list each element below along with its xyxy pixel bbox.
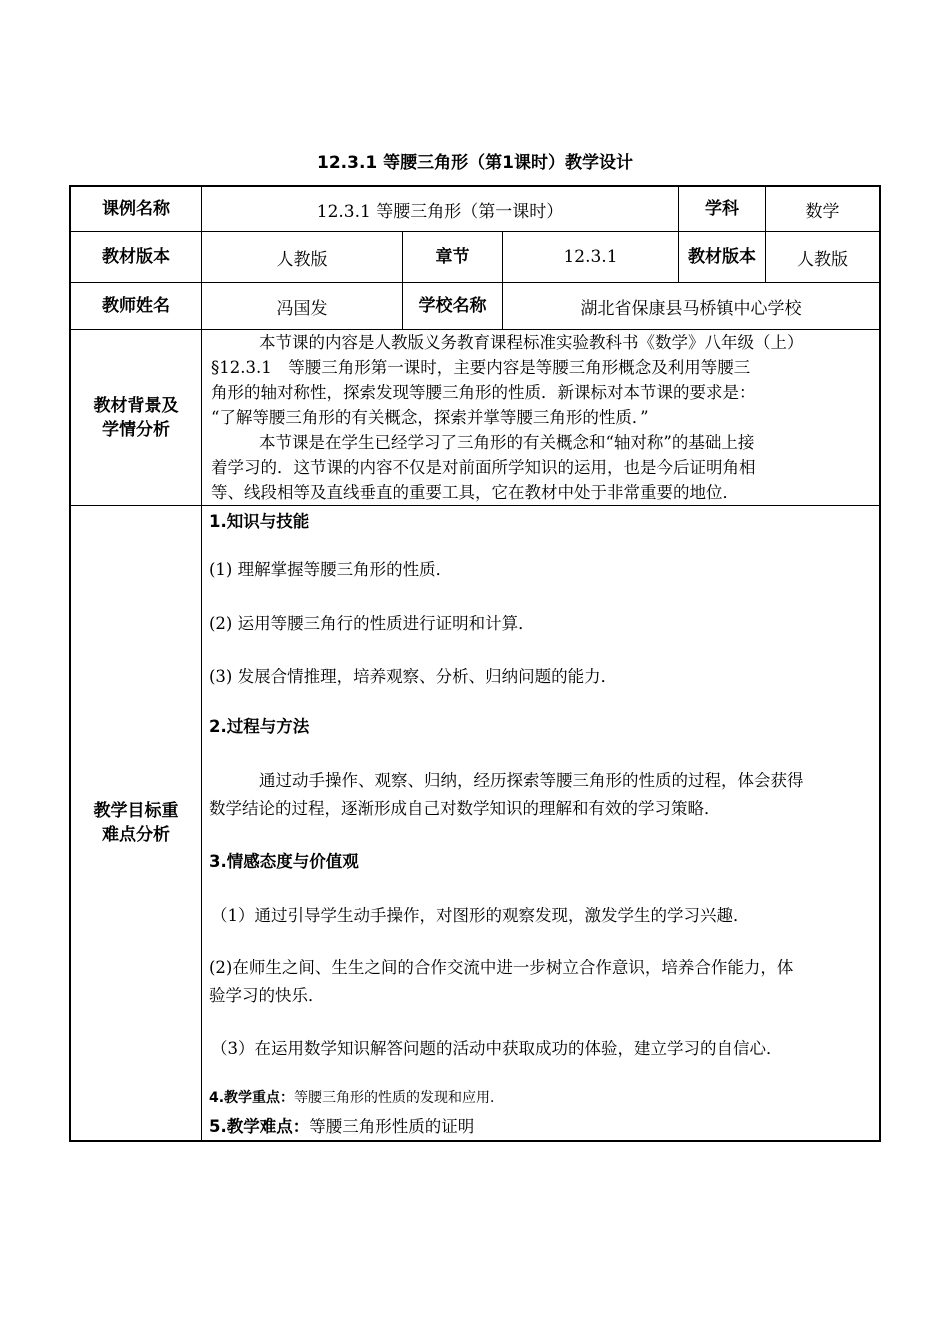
background-line: “了解等腰三角形的有关概念，探索并掌等腰三角形的性质．” [211, 408, 649, 427]
label-textbook-version-2: 教材版本 [688, 247, 756, 267]
process-line: 通过动手操作、观察、归纳，经历探索等腰三角形的性质的过程，体会获得 [259, 771, 804, 790]
knowledge-item: (3) 发展合情推理，培养观察、分析、归纳问题的能力． [209, 667, 618, 686]
objectives-content [209, 506, 875, 1140]
knowledge-item: (2) 运用等腰三角行的性质进行证明和计算． [209, 614, 535, 633]
difficult-point-text: 等腰三角形性质的证明 [309, 1117, 475, 1136]
background-line: 本节课的内容是人教版义务教育课程标准实验教科书《数学》八年级（上） [259, 333, 804, 352]
label-objectives-analysis: 教学目标重难点分析 [93, 801, 179, 845]
difficult-point-label: 5.教学难点： [209, 1117, 310, 1136]
attitude-item: 验学习的快乐． [209, 986, 325, 1005]
textbook-version-value-2: 人教版 [797, 249, 848, 270]
label-teacher-name: 教师姓名 [102, 296, 170, 316]
background-line: 等、线段相等及直线垂直的重要工具，它在教材中处于非常重要的地位． [211, 483, 739, 502]
section-attitude-title: 3.情感态度与价值观 [209, 852, 359, 871]
col-divider [201, 187, 202, 1140]
background-line: §12.3.1 等腰三角形第一课时，主要内容是等腰三角形概念及利用等腰三 [211, 358, 751, 377]
background-line: 着学习的．这节课的内容不仅是对前面所学知识的运用，也是今后证明角相 [211, 458, 756, 477]
key-point-label: 4.教学重点： [209, 1090, 295, 1106]
difficult-point [209, 1113, 474, 1137]
process-line: 数学结论的过程，逐渐形成自己对数学知识的理解和有效的学习策略． [209, 799, 721, 818]
label-lesson-name: 课例名称 [102, 199, 170, 219]
page-title: 12.3.1 等腰三角形（第1课时）教学设计 [317, 153, 633, 173]
lesson-name-value: 12.3.1 等腰三角形（第一课时） [316, 201, 564, 222]
label-background-analysis: 教材背景及学情分析 [93, 395, 179, 440]
label-school-name: 学校名称 [418, 296, 487, 316]
school-name-value: 湖北省保康县马桥镇中心学校 [580, 298, 802, 319]
attitude-item: （3）在运用数学知识解答问题的活动中获取成功的体验，建立学习的自信心． [211, 1039, 783, 1058]
label-subject: 学科 [705, 199, 739, 219]
background-line: 角形的轴对称性，探索发现等腰三角形的性质．新课标对本节课的要求是： [211, 383, 756, 402]
label-textbook-version: 教材版本 [102, 247, 170, 267]
chapter-value: 12.3.1 [563, 247, 618, 267]
key-point [209, 1087, 504, 1107]
key-point-text: 等腰三角形的性质的发现和应用． [294, 1090, 505, 1106]
textbook-version-value: 人教版 [276, 249, 328, 270]
attitude-item: (2)在师生之间、生生之间的合作交流中进一步树立合作意识，培养合作能力，体 [209, 958, 794, 977]
subject-value: 数学 [805, 201, 840, 222]
background-line: 本节课是在学生已经学习了三角形的有关概念和“轴对称”的基础上接 [259, 433, 755, 452]
section-knowledge-title: 1.知识与技能 [209, 512, 310, 531]
section-process-title: 2.过程与方法 [209, 717, 310, 736]
attitude-item: （1）通过引导学生动手操作，对图形的观察发现，激发学生的学习兴趣． [211, 906, 750, 925]
teacher-name-value: 冯国发 [276, 298, 328, 319]
lesson-table [69, 185, 881, 1142]
knowledge-item: (1) 理解掌握等腰三角形的性质． [209, 560, 453, 579]
label-chapter: 章节 [435, 247, 470, 267]
